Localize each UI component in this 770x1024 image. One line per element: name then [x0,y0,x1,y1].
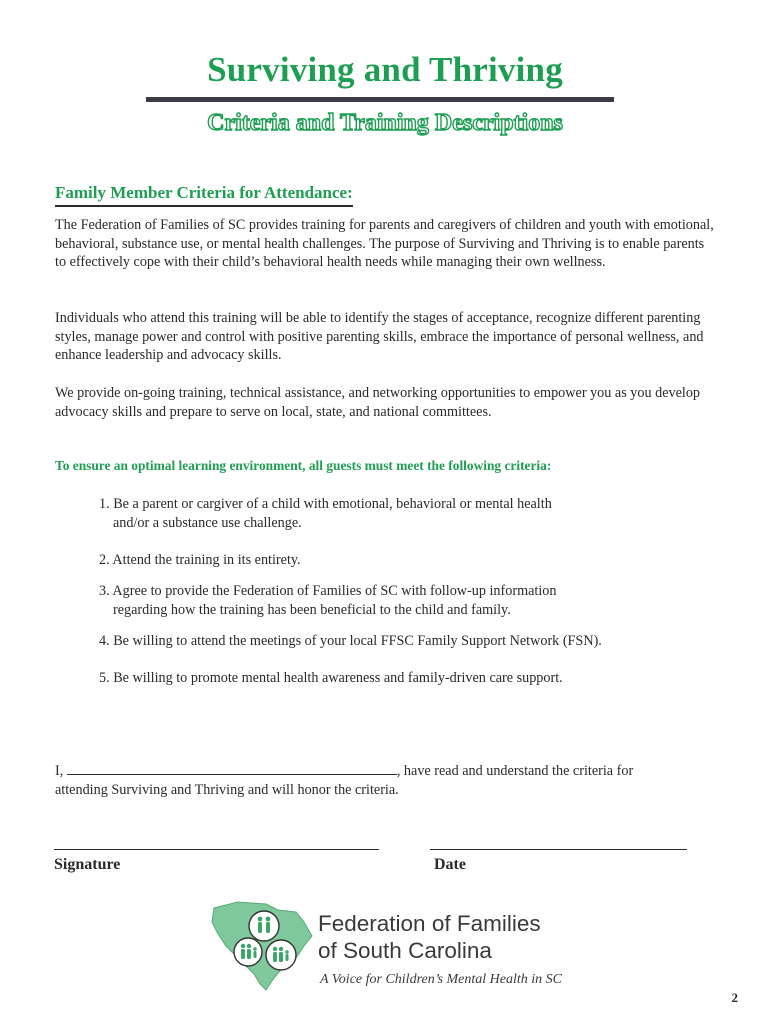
signature-label: Signature [54,856,121,873]
criteria-item-2-line1: 2. Attend the training in its entirety. [99,552,301,568]
heading-divider [55,205,353,207]
south-carolina-map-family-icon [208,900,316,992]
org-name-line1: Federation of Families [318,911,541,936]
outcomes-paragraph: Individuals who attend this training will be able to identify the stages of acceptance, recognize different parenting styles, manage power and control with positive parenting skills, embrace the importance of personal wellness, and enhance leadership and advocacy skills. [55,310,704,363]
criteria-item-3-line2: regarding how the training has been beneficial to the child and family. [113,601,511,618]
criteria-item-1 [99,495,659,532]
ack-suffix: , have read and understand the criteria for [396,763,634,779]
org-name-line2: of South Carolina [318,938,492,963]
page-number: 2 [731,990,738,1005]
organization-name [318,910,541,964]
ack-line2: attending Surviving and Thriving and will honor the criteria. [55,782,399,798]
criteria-item-4-line1: 4. Be willing to attend the meetings of your local FFSC Family Support Network (FSN). [99,633,602,649]
ack-prefix: I, [55,763,64,779]
criteria-heading: To ensure an optimal learning environment, all guests must meet the following criteria: [55,458,552,473]
criteria-item-4 [99,632,659,651]
signature-line[interactable] [54,849,379,850]
organization-tagline: A Voice for Children’s Mental Health in SC [320,972,563,987]
name-blank-field[interactable] [67,762,397,775]
criteria-item-3 [99,582,659,619]
acknowledgement-statement [55,762,715,800]
section-heading: Family Member Criteria for Attendance: [55,183,353,202]
title-divider [146,97,614,102]
date-line[interactable] [430,849,687,850]
criteria-item-1-line2: and/or a substance use challenge. [113,514,302,531]
intro-paragraph: The Federation of Families of SC provides training for parents and caregivers of children and youth with emotional, behavioral, substance use, or mental health challenges. The purpose of Surviving and Thriving is to enable parents to effectively cope with their child’s behavioral health needs while managing their own wellness. [55,217,714,270]
criteria-item-5 [99,669,659,688]
support-paragraph: We provide on-going training, technical assistance, and networking opportunities to empower you as you develop advocacy skills and prepare to serve on local, state, and national committees. [55,385,701,420]
criteria-item-1-line1: 1. Be a parent or cargiver of a child with emotional, behavioral or mental health [99,496,552,512]
page-title: Surviving and Thriving [207,50,563,89]
criteria-item-5-line1: 5. Be willing to promote mental health awareness and family-driven care support. [99,670,563,686]
criteria-item-2 [99,551,659,570]
criteria-item-3-line1: 3. Agree to provide the Federation of Families of SC with follow-up information [99,583,557,599]
page-subtitle: Criteria and Training Descriptions [207,110,563,136]
date-label: Date [434,856,466,873]
